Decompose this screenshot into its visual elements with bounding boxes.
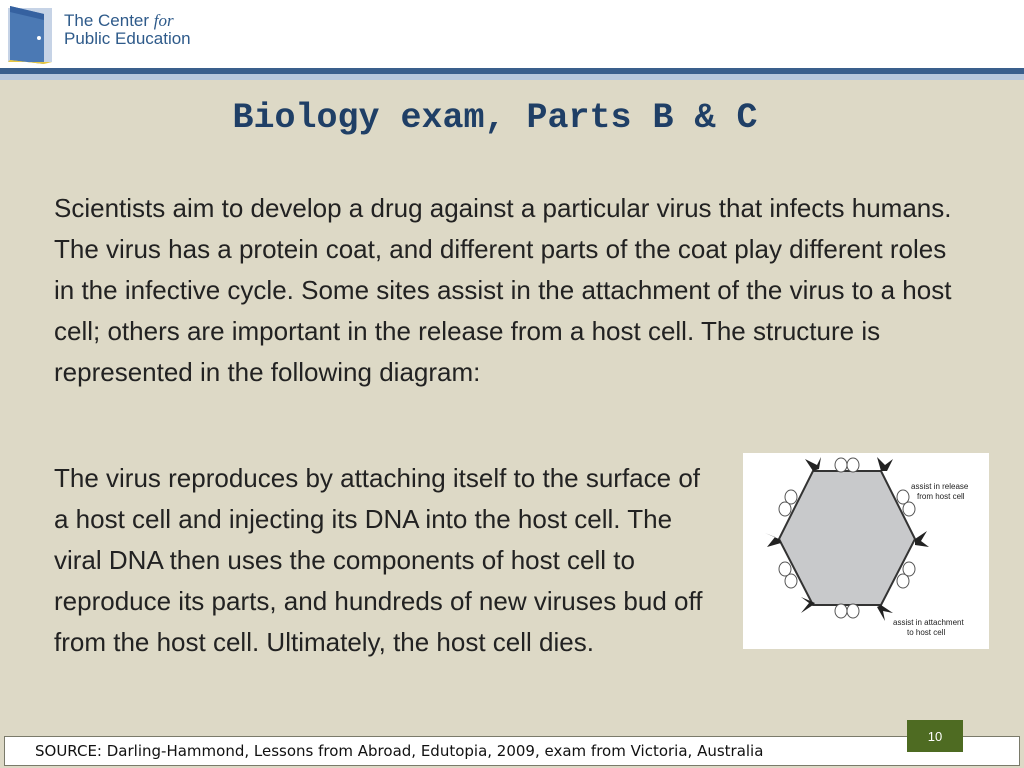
slide-title: Biology exam, Parts B & C — [232, 98, 758, 138]
header — [0, 0, 1024, 68]
attach-label-line2: to host cell — [907, 628, 946, 637]
virus-diagram — [743, 453, 989, 649]
release-label-line2: from host cell — [917, 492, 965, 501]
source-text: SOURCE: Darling-Hammond, Lessons from Abroad, Edutopia, 2009, exam from Victoria, Australia — [35, 742, 764, 760]
header-rule-light — [0, 74, 1024, 80]
reproduction-paragraph: The virus reproduces by attaching itself to the surface of a host cell and injecting its DNA into the host cell. The viral DNA then uses the components of host cell to reproduce its parts, and hundreds of new viruses bud off from the host cell. Ultimately, the host cell dies. — [54, 463, 703, 657]
page-number-badge: 10 — [907, 720, 963, 752]
logo-text: The Center for Public Education — [64, 11, 191, 48]
intro-paragraph: Scientists aim to develop a drug against a particular virus that infects humans. The virus has a protein coat, and different parts of the coat play different roles in the infective cycle. Some sites assist in the attachment of the virus to a host cell; others are important in the release from a host cell. The structure is represented in the following diagram: — [54, 193, 952, 387]
source-footer — [4, 736, 1020, 766]
attach-label-line1: assist in attachment — [893, 618, 964, 627]
virus-diagram-svg — [743, 453, 989, 649]
door-icon — [6, 4, 66, 66]
release-label-line1: assist in release — [911, 482, 969, 491]
